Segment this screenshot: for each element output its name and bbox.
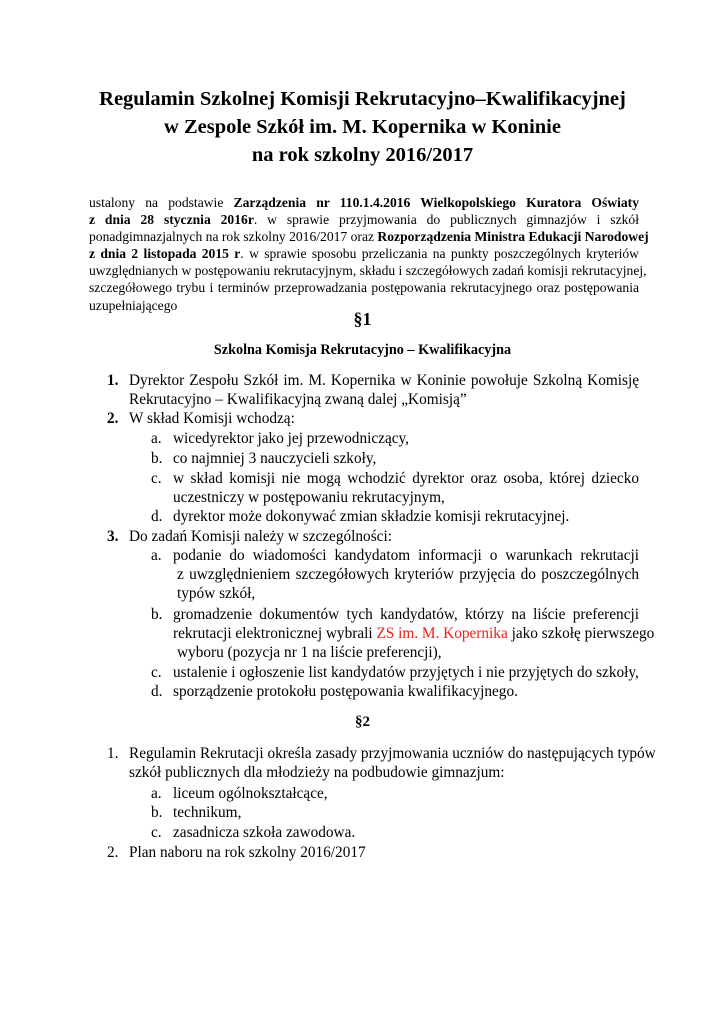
sublist-item-text: uczestniczy w postępowaniu rekrutacyjnym, — [173, 489, 445, 506]
intro-line: szczegółowego trybu i terminów przeprowadzania postępowania rekrutacyjnego oraz postępowania — [89, 280, 639, 296]
sublist-item-text: technikum, — [173, 804, 242, 821]
list-item-text: Rekrutacyjno – Kwalifikacyjną zwaną dalej „Komisją” — [129, 391, 467, 408]
sublist-item-text: z uwzględnieniem szczegółowych kryteriów przyjęcia do poszczególnych — [177, 566, 639, 583]
list-number: 1. — [107, 372, 119, 389]
sublist-marker: a. — [151, 785, 162, 802]
sublist-marker: c. — [151, 664, 162, 681]
intro-line: ponadgimnazjalnych na rok szkolny 2016/2017 oraz Rozporządzenia Ministra Edukacji Narodowej — [89, 229, 649, 245]
section-2-sign: §2 — [355, 714, 370, 730]
list-number: 1. — [107, 745, 119, 762]
sublist-item-text: gromadzenie dokumentów tych kandydatów, którzy na liście preferencji — [173, 606, 639, 623]
sublist-marker: d. — [151, 508, 163, 525]
sublist-item-text: dyrektor może dokonywać zmian składzie komisji rekrutacyjnej. — [173, 508, 570, 525]
sublist-item-text: typów szkół, — [177, 585, 256, 602]
sublist-item-text: ustalenie i ogłoszenie list kandydatów przyjętych i nie przyjętych do szkoły, — [173, 664, 639, 681]
list-number: 3. — [107, 528, 119, 545]
list-item-text: Do zadań Komisji należy w szczególności: — [129, 528, 392, 545]
intro-line: ustalony na podstawie Zarządzenia nr 110.1.4.2016 Wielkopolskiego Kuratora Oświaty — [89, 195, 640, 210]
sublist-marker: b. — [151, 804, 163, 821]
list-item-text: szkół publicznych dla młodzieży na podbudowie gimnazjum: — [129, 764, 505, 781]
list-number: 2. — [107, 410, 119, 427]
intro-line: z dnia 2 listopada 2015 r. w sprawie sposobu przeliczania na punkty poszczególnych kryteriów — [89, 246, 639, 262]
list-item-text: Dyrektor Zespołu Szkół im. M. Kopernika w Koninie powołuje Szkolną Komisję — [129, 372, 639, 389]
sublist-marker: a. — [151, 547, 162, 564]
sublist-item-text: podanie do wiadomości kandydatom informacji o warunkach rekrutacji — [173, 547, 639, 564]
sublist-marker: b. — [151, 450, 163, 467]
sublist-marker: c. — [151, 470, 162, 487]
sublist-item-text: liceum ogólnokształcące, — [173, 785, 328, 802]
intro-paragraph — [89, 194, 649, 314]
list-item-text: W skład Komisji wchodzą: — [129, 410, 295, 427]
section-1-sign: §1 — [353, 309, 372, 329]
sublist-item-text: wyboru (pozycja nr 1 na liście preferencji), — [177, 644, 442, 661]
sublist-marker: c. — [151, 824, 162, 841]
sublist-marker: a. — [151, 430, 162, 447]
sublist-marker: b. — [151, 606, 163, 623]
intro-line: uzupełniającego — [89, 297, 178, 313]
list-item-text: Plan naboru na rok szkolny 2016/2017 — [129, 844, 366, 861]
list-item-text: Regulamin Rekrutacji określa zasady przyjmowania uczniów do następujących typów — [129, 745, 656, 762]
document-title-line-1: Regulamin Szkolnej Komisji Rekrutacyjno–Kwalifikacyjnej — [99, 88, 626, 110]
school-name-highlight: ZS im. M. Kopernika — [376, 625, 508, 642]
intro-line: z dnia 28 stycznia 2016r. w sprawie przyjmowania do publicznych gimnazjów i szkół — [89, 212, 640, 228]
intro-line: uwzględnianych w postępowaniu rekrutacyjnym, składu i szczegółowych zadań komisji rekrutacyjnej, — [89, 263, 647, 279]
sublist-item-text: sporządzenie protokołu postępowania kwalifikacyjnego. — [173, 683, 518, 700]
document-title-line-3: na rok szkolny 2016/2017 — [251, 144, 474, 166]
sublist-item-text: wicedyrektor jako jej przewodniczący, — [173, 430, 409, 447]
section-1-title: Szkolna Komisja Rekrutacyjno – Kwalifikacyjna — [213, 342, 512, 358]
list-number: 2. — [107, 844, 119, 861]
sublist-item-text: zasadnicza szkoła zawodowa. — [173, 824, 356, 841]
sublist-item-text: w skład komisji nie mogą wchodzić dyrektor oraz osoba, której dziecko — [173, 470, 639, 487]
sublist-item-text: rekrutacji elektronicznej wybrali ZS im. M. Kopernika jako szkołę pierwszego — [173, 625, 655, 642]
document-title-line-2: w Zespole Szkół im. M. Kopernika w Koninie — [164, 116, 561, 138]
sublist-marker: d. — [151, 683, 163, 700]
sublist-item-text: co najmniej 3 nauczycieli szkoły, — [173, 450, 377, 467]
